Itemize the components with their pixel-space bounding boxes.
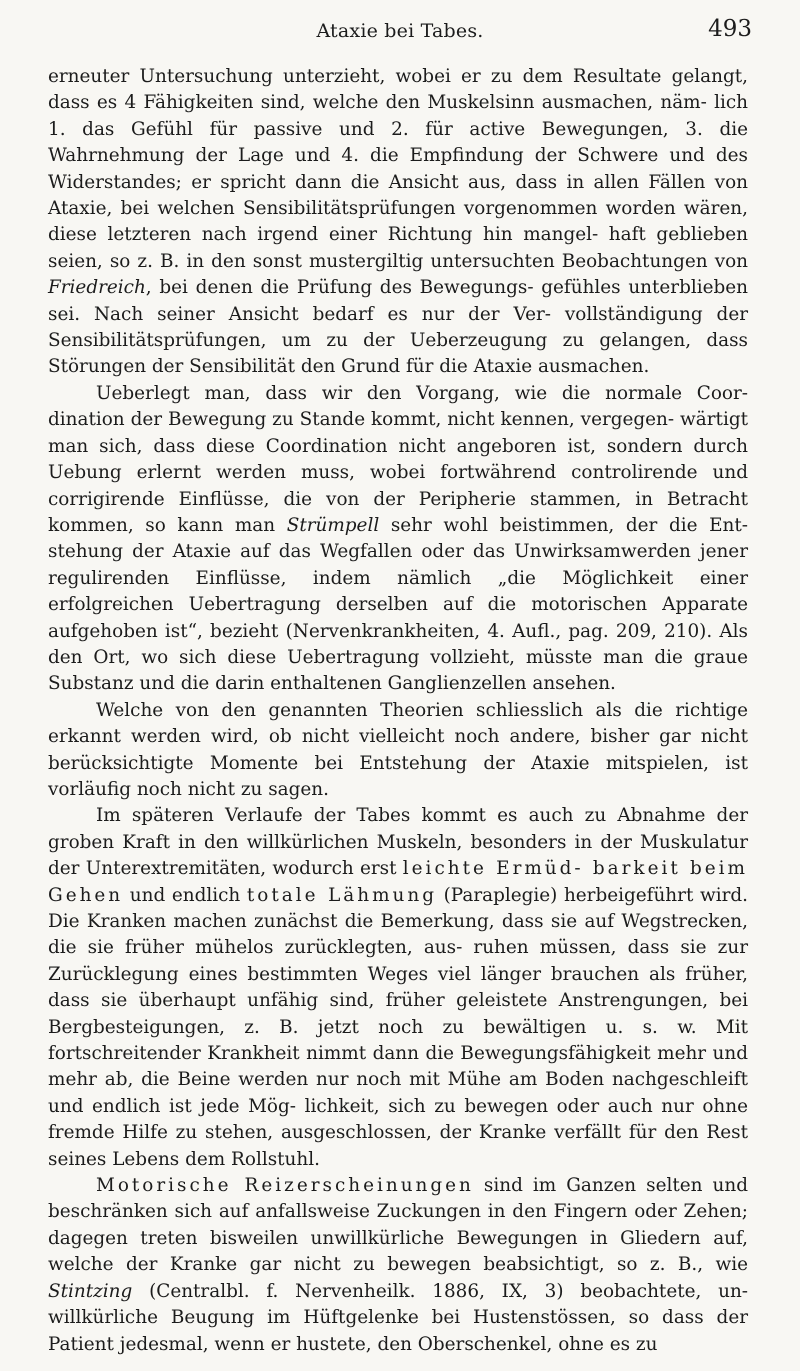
text-run: (Paraplegie) herbeigeführt wird. Die Kranken machen zunächst die Bemerkung, dass sie auf Wegstrecken, die sie früher mühelos zurücklegten, aus- ruhen müssen, dass sie zur Zurücklegung eines bestimmten Weges viel länger brauchen als früher, dass sie überhaupt unfähig sind, früher geleistete Anstrengungen, bei Bergbesteigungen, z. B. jetzt noch zu bewältigen u. s. w. Mit fortschreitender Krankheit nimmt dann die Bewegungsfähigkeit mehr und mehr ab, die Beine werden nur noch mit Mühe am Boden nachgeschleift und endlich ist jede Mög- lichkeit, sich zu bewegen oder auch nur ohne fremde Hilfe zu stehen, ausgeschlossen, der Kranke verfällt für den Rest seines Lebens dem Rollstuhl. xyxy=(48,884,748,1170)
paragraph xyxy=(48,64,748,381)
author-name-stintzing: Stintzing xyxy=(48,1280,133,1302)
page-number: 493 xyxy=(708,16,752,42)
author-name-struempell: Strümpell xyxy=(286,514,380,536)
page-header xyxy=(48,16,752,48)
running-title: Ataxie bei Tabes. xyxy=(316,20,484,42)
paragraph xyxy=(48,381,748,698)
author-name-friedreich: Friedreich xyxy=(48,277,146,299)
section-heading-inline: Motorische Reizerscheinungen xyxy=(96,1175,474,1197)
body-text xyxy=(48,64,748,1358)
text-run: sehr wohl beistimmen, der die Ent- stehung der Ataxie auf das Wegfallen oder das Unwirksamwerden jener regulirenden Einflüsse, indem nämlich „die Möglichkeit einer erfolgreichen Uebertragung derselben auf die motorischen Apparate aufgehoben ist“, bezieht (Nervenkrankheiten, 4. Aufl., pag. 209, 210). Als den Ort, wo sich diese Uebertragung vollzieht, müsste man die graue Substanz und die darin enthaltenen Ganglienzellen ansehen. xyxy=(48,514,748,695)
text-run: Ueberlegt man, dass wir den Vorgang, wie die normale Coor- dination der Bewegung zu Stande kommt, nicht kennen, vergegen- wärtigt man sich, dass diese Coordination nicht angeboren ist, sondern durch Uebung erlernt werden muss, wobei fortwährend controlirende und corrigirende Einflüsse, die von der Peripherie stammen, in Betracht kommen, so kann man xyxy=(48,382,748,536)
text-run: , bei denen die Prüfung des Bewegungs- gefühles unterblieben sei. Nach seiner Ansicht bedarf es nur der Ver- vollständigung der Sensibilitätsprüfungen, um zu der Ueberzeugung zu gelangen, dass Störungen der Sensibilität den Grund für die Ataxie ausmachen. xyxy=(48,277,748,378)
text-run: und endlich xyxy=(123,884,247,906)
text-run: Welche von den genannten Theorien schliesslich als die richtige erkannt werden wird, ob nicht vielleicht noch andere, bisher gar nicht berücksichtigte Momente bei Entstehung der Ataxie mitspielen, ist vorläufig noch nicht zu sagen. xyxy=(48,699,748,800)
paragraph xyxy=(48,1173,748,1358)
text-run: (Centralbl. f. Nervenheilk. 1886, IX, 3) beobachtete, un- willkürliche Beugung im Hüftgelenke bei Hustenstössen, so dass der Patient jedesmal, wenn er hustete, den Oberschenkel, ohne es zu xyxy=(48,1280,748,1355)
emphasis-spaced: totale Lähmung xyxy=(246,884,438,906)
text-run: erneuter Untersuchung unterzieht, wobei er zu dem Resultate gelangt, dass es 4 Fähigkeiten sind, welche den Muskelsinn ausmachen, näm- lich 1. das Gefühl für passive und 2. für active Bewegungen, 3. die Wahrnehmung der Lage und 4. die Empfindung der Schwere und des Widerstandes; er spricht dann die Ansicht aus, dass in allen Fällen von Ataxie, bei welchen Sensibilitätsprüfungen vorgenommen worden wären, diese letzteren nach irgend einer Richtung hin mangel- haft geblieben seien, so z. B. in den sonst mustergiltig untersuchten Beobachtungen von xyxy=(48,66,748,272)
emphasis-spaced: leichte Ermüd- barkeit beim Gehen xyxy=(48,858,748,906)
text-run: sind im Ganzen selten und beschränken sich auf anfallsweise Zuckungen in den Fingern oder Zehen; dagegen treten bisweilen unwillkürliche Bewegungen in Gliedern auf, welche der Kranke gar nicht zu bewegen beabsichtigt, so z. B., wie xyxy=(48,1175,748,1276)
text-run: Im späteren Verlaufe der Tabes kommt es auch zu Abnahme der groben Kraft in den willkürlichen Muskeln, besonders in der Muskulatur der Unterextremitäten, wodurch erst xyxy=(48,805,748,880)
paragraph xyxy=(48,698,748,804)
paragraph xyxy=(48,803,748,1173)
